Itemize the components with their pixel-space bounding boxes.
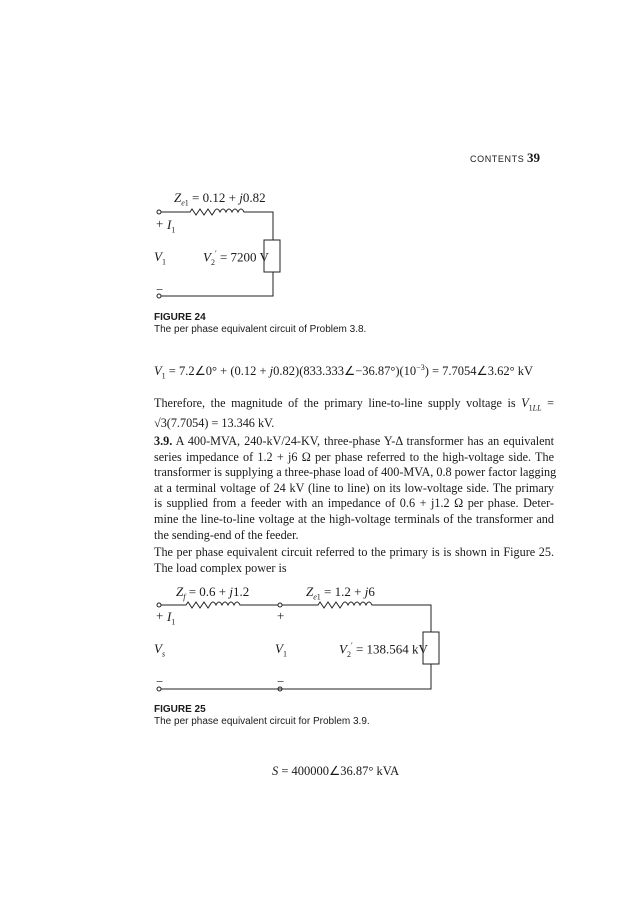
- problem-line-7: the sending-end of the feeder.: [154, 527, 299, 542]
- fig25-zf-label: $Z_f = 0.6 + j1.2$: [176, 584, 250, 602]
- fig24-minus: −: [156, 282, 164, 297]
- fig24-impedance-label: $Z_{e1} = 0.12 + j0.82$: [174, 190, 266, 208]
- fig25-minus-v1: −: [277, 674, 285, 689]
- fig24-v1-label: $V_1$: [154, 249, 166, 267]
- problem-line-5: is supplied from a feeder with an impedance of 0.6 + j1.2 Ω per phase. Deter-: [154, 496, 554, 511]
- fig25-ze1-label: $Z_{e1} = 1.2 + j6$: [306, 584, 375, 602]
- problem-line-1: 3.9. A 400-MVA, 240-kV/24-KV, three-phase Y-Δ transformer has an equivalent: [154, 434, 555, 448]
- figure-24-caption-text: The per phase equivalent circuit of Problem 3.8.: [154, 324, 367, 335]
- fig25-plus-v1: +: [277, 608, 285, 623]
- header-section: CONTENTS: [470, 154, 525, 164]
- fig25-feeder-impedance: [161, 602, 278, 608]
- fig25-terminal-vs-top: [157, 603, 161, 607]
- fig25-v1-label: $V_1$: [275, 641, 287, 659]
- page-number: 39: [527, 150, 540, 165]
- figure-25-caption-text: The per phase equivalent circuit for Problem 3.9.: [154, 716, 370, 727]
- fig24-plus: +: [156, 216, 164, 231]
- fig25-return-wire: [161, 664, 431, 689]
- problem-line-4: at a terminal voltage of 24 kV (line to line) on its low-voltage side. The primary: [154, 480, 554, 495]
- equation-complex-power: S = 400000∠36.87° kVA: [272, 764, 400, 778]
- fig25-plus-vs: +: [156, 608, 164, 623]
- paragraph1-line1: Therefore, the magnitude of the primary line-to-line supply voltage is $V_{1LL}$ =: [154, 396, 554, 413]
- problem-line-3: transformer is supplying a three-phase load of 400-MVA, 0.8 power factor lagging: [154, 465, 557, 480]
- problem-number: 3.9.: [154, 434, 173, 448]
- fig25-minus-vs: −: [156, 674, 164, 689]
- paragraph1-line2: √3(7.7054) = 13.346 kV.: [154, 416, 275, 431]
- fig25-current-label: $I_1$: [167, 609, 176, 627]
- fig25-transformer-impedance: [282, 602, 431, 632]
- paragraph2-line1: The per phase equivalent circuit referred to the primary is is shown in Figure 25.: [154, 545, 554, 559]
- fig25-terminal-v1-top: [278, 603, 282, 607]
- figure-24-caption-label: FIGURE 24: [154, 312, 206, 323]
- equation-v1: $V_1$ = 7.2∠0° + $(0.12 + j0.82)(833.333\angle-36.87^\circ)(10^{-3})$ = 7.7054∠3.62° kV: [154, 363, 534, 381]
- fig25-vs-label: $V_s$: [154, 641, 166, 659]
- problem-line-6: mine the line-to-line voltage at the high-voltage terminals of the transformer and: [154, 511, 554, 526]
- paragraph2-line2: The load complex power is: [154, 560, 287, 575]
- fig25-v2-label: $V_2' = 138.564$ kV: [339, 641, 428, 659]
- fig24-current-label: $I_1$: [167, 217, 176, 235]
- figure-25-caption-label: FIGURE 25: [154, 704, 206, 715]
- fig24-v2-label: $V_2' = 7200$ V: [203, 249, 269, 267]
- problem-line-2: series impedance of 1.2 + j6 Ω per phase referred to the high-voltage side. The: [154, 449, 554, 464]
